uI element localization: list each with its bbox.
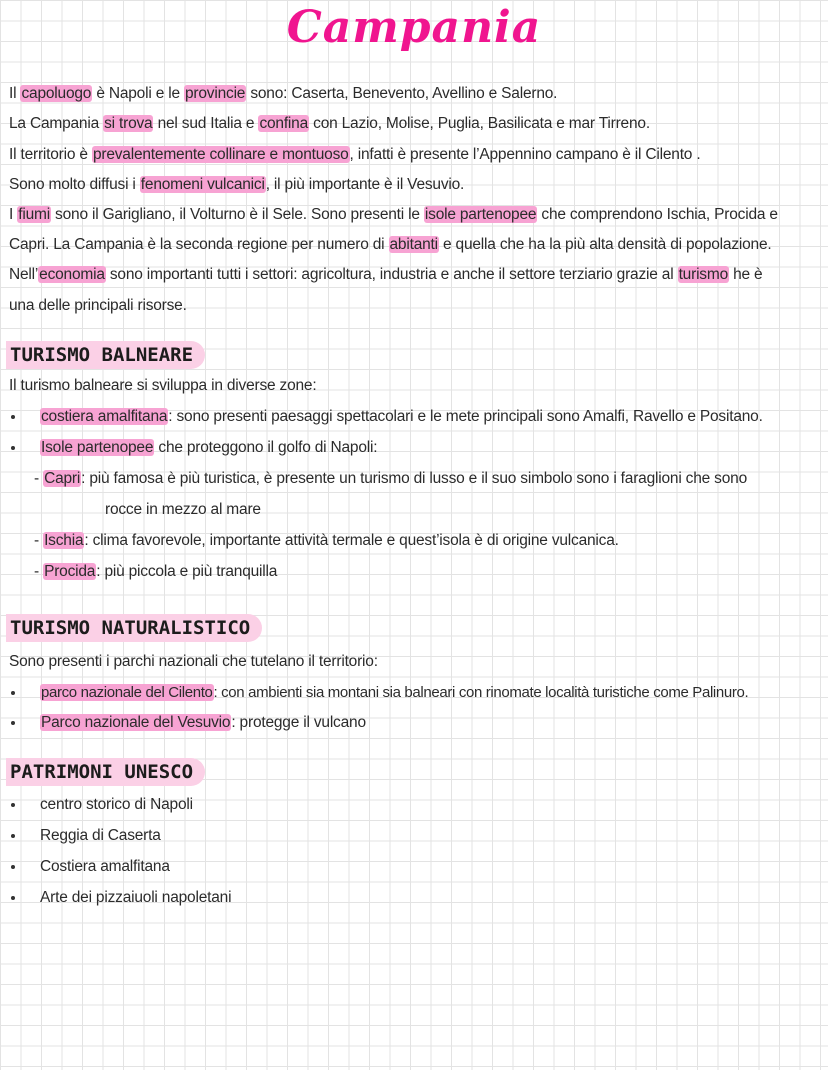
naturalistico-item-vesuvio: Parco nazionale del Vesuvio: protegge il vulcano	[41, 714, 366, 731]
naturalistico-item-cilento: parco nazionale del Cilento: con ambienti sia montani sia balneari con rinomate località turistiche come Palinuro.	[41, 684, 749, 701]
subitem-procida: - Procida: più piccola e più tranquilla	[34, 563, 278, 580]
highlight: si trova	[104, 115, 153, 132]
section-heading-unesco: PATRIMONI UNESCO	[6, 758, 205, 786]
highlight: prevalentemente collinare e montuoso	[92, 146, 349, 163]
highlight: capoluogo	[21, 85, 92, 102]
page-title: Campania	[286, 2, 542, 53]
highlight: fenomeni vulcanici	[140, 176, 265, 193]
intro-line-4: Sono molto diffusi i fenomeni vulcanici, il più importante è il Vesuvio.	[9, 176, 465, 193]
bullet-dot	[11, 691, 15, 695]
balneare-item-isole: Isole partenopee che proteggono il golfo di Napoli:	[41, 439, 378, 456]
section-heading-balneare: TURISMO BALNEARE	[6, 341, 205, 369]
highlight: abitanti	[389, 236, 438, 253]
section-heading-naturalistico: TURISMO NATURALISTICO	[6, 614, 262, 642]
subitem-capri: - Capri: più famosa è più turistica, è presente un turismo di lusso e il suo simbolo sono i faraglioni che sono	[34, 470, 747, 487]
bullet-dot	[11, 446, 15, 450]
unesco-item: Reggia di Caserta	[40, 827, 161, 844]
highlight: economia	[39, 266, 105, 283]
balneare-item-amalfitana: costiera amalfitana: sono presenti paesaggi spettacolari e le mete principali sono Amalfi, Ravello e Positano.	[41, 408, 763, 425]
bullet-dot	[11, 721, 15, 725]
highlight: isole partenopee	[424, 206, 537, 223]
bullet-dot	[11, 865, 15, 869]
balneare-intro: Il turismo balneare si sviluppa in diverse zone:	[9, 377, 317, 394]
highlight: Parco nazionale del Vesuvio	[41, 714, 231, 731]
bullet-dot	[11, 803, 15, 807]
intro-line-6: Capri. La Campania è la seconda regione per numero di abitanti e quella che ha la più alta densità di popolazione.	[9, 236, 772, 253]
highlight: turismo	[678, 266, 728, 283]
highlight: provincie	[185, 85, 246, 102]
intro-line-8: una delle principali risorse.	[9, 297, 187, 314]
naturalistico-intro: Sono presenti i parchi nazionali che tutelano il territorio:	[9, 653, 378, 670]
bullet-dot	[11, 834, 15, 838]
subitem-ischia: - Ischia: clima favorevole, importante attività termale e quest’isola è di origine vulcanica.	[34, 532, 619, 549]
intro-line-1: Il capoluogo è Napoli e le provincie sono: Caserta, Benevento, Avellino e Salerno.	[9, 85, 558, 102]
highlight: Procida	[44, 563, 96, 580]
unesco-item: Costiera amalfitana	[40, 858, 170, 875]
bullet-dot	[11, 896, 15, 900]
unesco-item: centro storico di Napoli	[40, 796, 193, 813]
intro-line-2: La Campania si trova nel sud Italia e confina con Lazio, Molise, Puglia, Basilicata e mar Tirreno.	[9, 115, 650, 132]
highlight: Isole partenopee	[41, 439, 154, 456]
unesco-item: Arte dei pizzaiuoli napoletani	[40, 889, 232, 906]
highlight: confina	[259, 115, 309, 132]
highlight: Ischia	[44, 532, 84, 549]
highlight: fiumi	[18, 206, 50, 223]
subitem-capri-continued: rocce in mezzo al mare	[105, 501, 261, 518]
intro-line-3: Il territorio è prevalentemente collinare e montuoso, infatti è presente l’Appennino campano è il Cilento .	[9, 146, 701, 163]
highlight: costiera amalfitana	[41, 408, 168, 425]
bullet-dot	[11, 415, 15, 419]
highlight: parco nazionale del Cilento	[41, 684, 213, 701]
intro-line-7: Nell’economia sono importanti tutti i settori: agricoltura, industria e anche il settore terziario grazie al turismo he è	[9, 266, 763, 283]
highlight: Capri	[44, 470, 81, 487]
intro-line-5: I fiumi sono il Garigliano, il Volturno è il Sele. Sono presenti le isole partenopee che comprendono Ischia, Procida e	[9, 206, 778, 223]
